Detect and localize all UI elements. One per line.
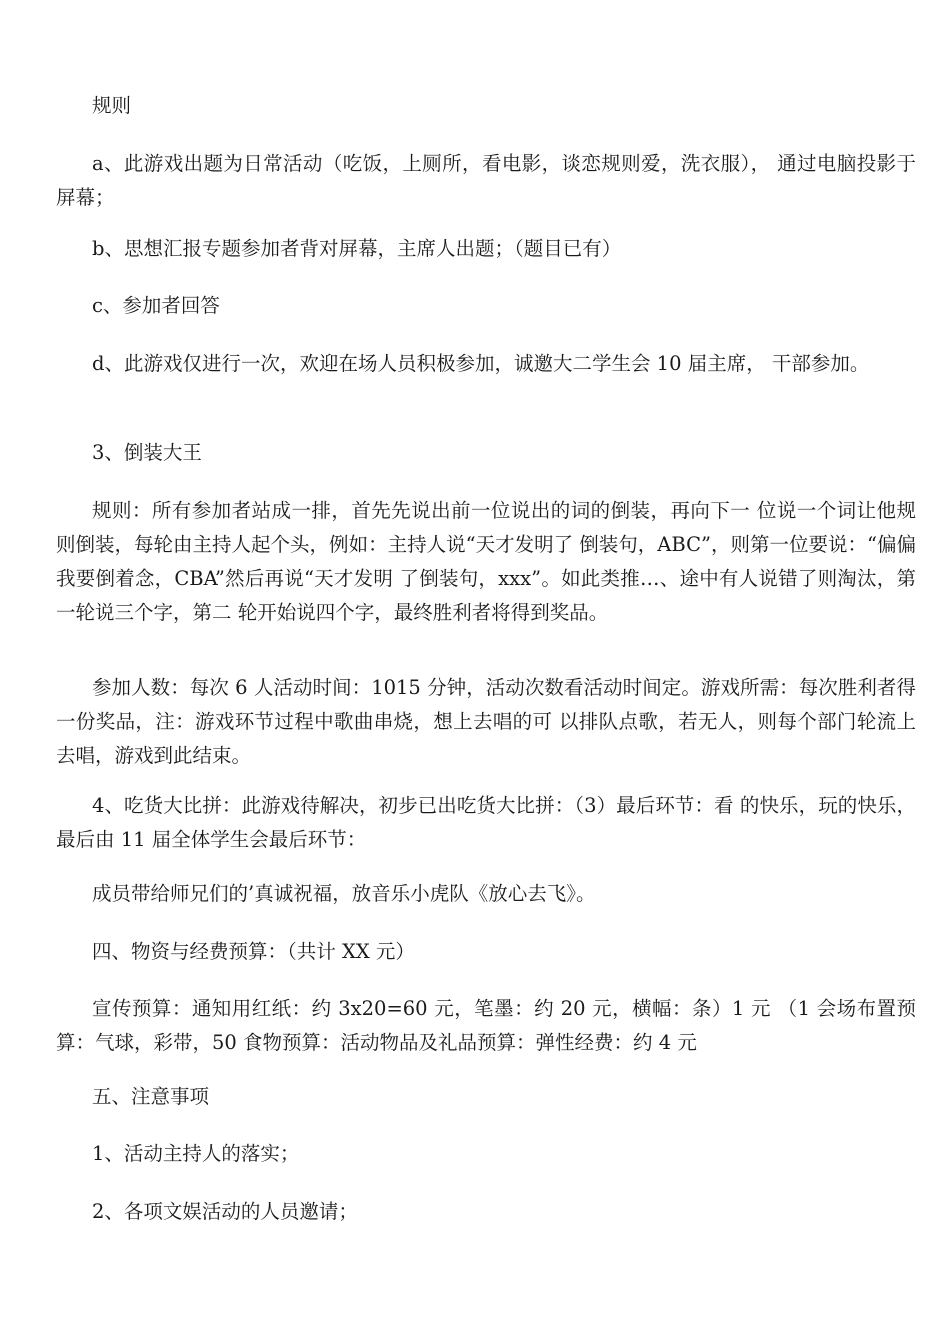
paragraph-blessing: 成员带给师兄们的’真诚祝福，放音乐小虎队《放心去飞》。 — [92, 882, 596, 905]
paragraph-rule-a: a、此游戏出题为日常活动（吃饭，上厕所，看电影，谈恋规则爱，洗衣服）， 通过电脑投影于屏幕； — [56, 152, 916, 209]
paragraph-reverse-rules: 规则：所有参加者站成一排，首先先说出前一位说出的词的倒装，再向下一 位说一个词让他规则倒装，每轮由主持人起个头，例如：主持人说“天才发明了 倒装句，ABC”，则第一位要说：“偏偏我要倒着念，CBA”然后再说“天才发明 了倒装句，xxx”。如此类推…、途中有人说错了则淘汰，第一轮说三个字，第二 轮开始说四个字，最终胜利者将得到奖品。 — [56, 499, 916, 624]
section-heading-budget: 四、物资与经费预算：（共计 XX 元） — [92, 940, 415, 963]
paragraph-rule-c: c、参加者回答 — [92, 294, 220, 317]
paragraph-rule-d: d、此游戏仅进行一次，欢迎在场人员积极参加，诚邀大二学生会 10 届主席， 干部参加。 — [92, 352, 870, 375]
section-heading-notes: 五、注意事项 — [92, 1085, 210, 1108]
paragraph-rule-b: b、思想汇报专题参加者背对屏幕，主席人出题；（题目已有） — [92, 237, 622, 260]
note-item-2: 2、各项文娱活动的人员邀请； — [92, 1200, 358, 1223]
note-item-1: 1、活动主持人的落实； — [92, 1142, 300, 1165]
paragraph-participants: 参加人数：每次 6 人活动时间：1015 分钟，活动次数看活动时间定。游戏所需：每次胜利者得一份奖品，注：游戏环节过程中歌曲串烧，想上去唱的可 以排队点歌，若无人，则每个部门轮流上去唱，游戏到此结束。 — [56, 676, 916, 767]
paragraph-rules-heading: 规则 — [92, 94, 132, 117]
section-heading-reverse-king: 3、倒装大王 — [92, 441, 202, 464]
paragraph-budget-detail: 宣传预算：通知用红纸：约 3x20=60 元，笔墨：约 20 元，横幅：条）1 元 （1 会场布置预算：气球，彩带，50 食物预算：活动物品及礼品预算：弹性经费：约 4 元 — [56, 997, 916, 1054]
paragraph-foodie-contest: 4、吃货大比拼：此游戏待解决，初步已出吃货大比拼：（3）最后环节：看 的快乐，玩的快乐，最后由 11 届全体学生会最后环节： — [56, 794, 916, 851]
